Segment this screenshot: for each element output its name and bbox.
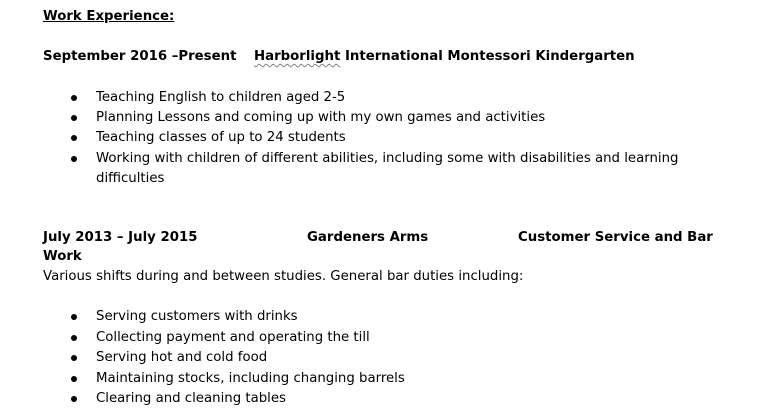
list-item-text: Collecting payment and operating the till [96, 330, 370, 345]
job-2-employer: Gardeners Arms [307, 230, 429, 245]
job-1-employer-spellcheck: Harborlight [254, 49, 341, 64]
bullet-icon [71, 376, 77, 382]
bullet-icon [71, 355, 77, 361]
list-item-text: Maintaining stocks, including changing barrels [96, 371, 405, 386]
job-1-dates: September 2016 –Present [43, 49, 237, 64]
job-2-role: Customer Service and Bar [518, 230, 713, 245]
list-item-text: Teaching English to children aged 2-5 [96, 90, 346, 105]
job-1-employer-rest: International Montessori Kindergarten [340, 49, 635, 64]
bullet-icon [71, 115, 77, 121]
list-item-text: Serving customers with drinks [96, 309, 298, 324]
bullet-icon [71, 156, 77, 162]
list-item-text-continuation: difficulties [96, 171, 165, 186]
bullet-icon [71, 335, 77, 341]
job-1-employer [254, 47, 635, 67]
bullet-icon [71, 135, 77, 141]
bullet-icon [71, 95, 77, 101]
list-item-text: Clearing and cleaning tables [96, 391, 286, 406]
list-item-text: Teaching classes of up to 24 students [96, 130, 346, 145]
job-2-dates: July 2013 – July 2015 [43, 230, 198, 245]
job-2-description: Various shifts during and between studies. General bar duties including: [43, 269, 524, 284]
list-item-text: Serving hot and cold food [96, 350, 268, 365]
job-2-role-continuation: Work [43, 249, 82, 264]
list-item-text: Working with children of different abilities, including some with disabilities and learning [96, 151, 679, 166]
section-heading: Work Experience: [43, 9, 175, 24]
list-item-text: Planning Lessons and coming up with my own games and activities [96, 110, 546, 125]
bullet-icon [71, 314, 77, 320]
bullet-icon [71, 396, 77, 402]
